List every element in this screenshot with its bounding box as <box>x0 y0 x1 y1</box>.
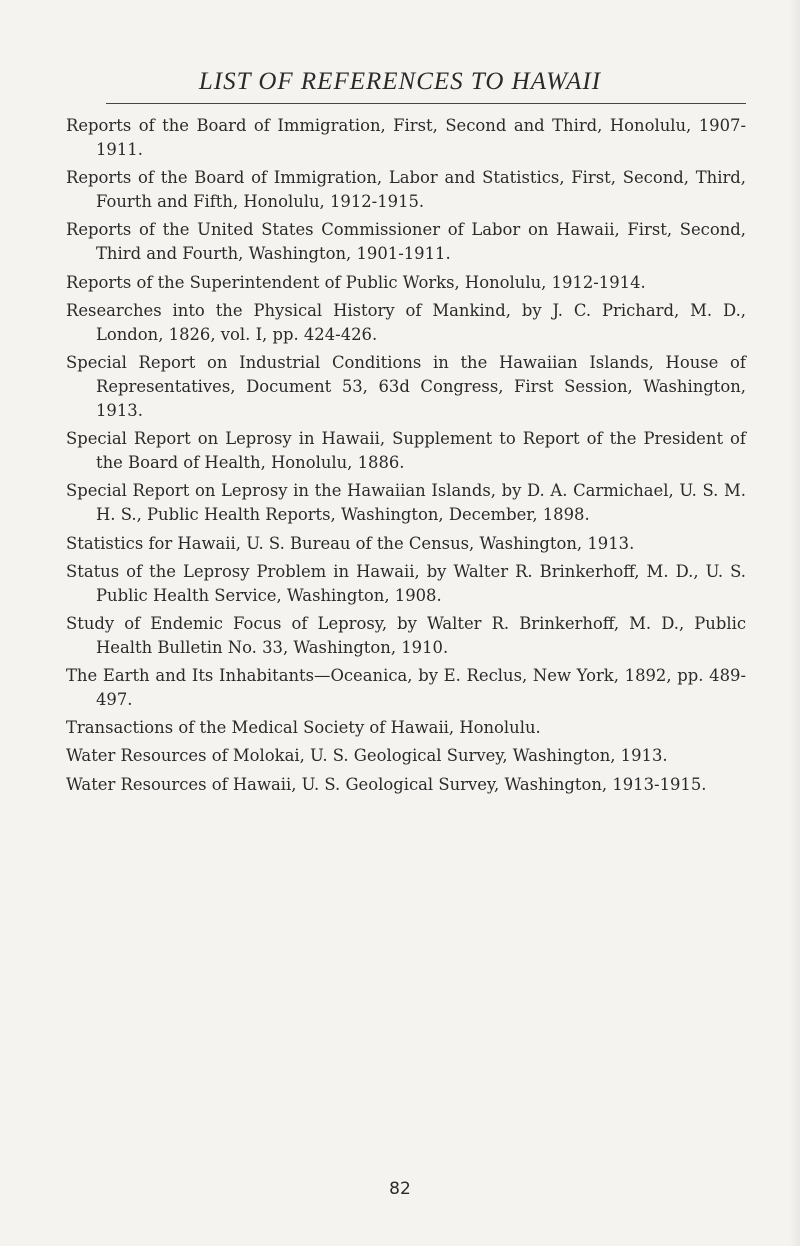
page-edge-shadow <box>790 0 800 1246</box>
reference-entry: Researches into the Physical History of Mankind, by J. C. Prichard, M. D., London, 1826, vol. I, pp. 424-426. <box>66 300 746 344</box>
reference-entry: Status of the Leprosy Problem in Hawaii, by Walter R. Brinkerhoff, M. D., U. S. Public Health Service, Washington, 1908. <box>66 561 746 605</box>
reference-entry: Reports of the Board of Immigration, Labor and Statistics, First, Second, Third, Fourth and Fifth, Honolulu, 1912-1915. <box>66 168 746 212</box>
reference-entry: Special Report on Industrial Conditions in the Hawaiian Islands, House of Representatives, Document 53, 63d Congress, First Session, Washington, 1913. <box>66 352 746 420</box>
reference-entry: Reports of the United States Commissioner of Labor on Hawaii, First, Second, Third and Fourth, Washington, 1901-1911. <box>66 220 746 264</box>
reference-entry: Reports of the Superintendent of Public Works, Honolulu, 1912-1914. <box>66 272 646 292</box>
page-number: 82 <box>389 1179 411 1199</box>
page-title: LIST OF REFERENCES TO HAWAII <box>198 68 602 95</box>
reference-entry: The Earth and Its Inhabitants—Oceanica, by E. Reclus, New York, 1892, pp. 489-497. <box>66 666 746 710</box>
reference-entry: Water Resources of Molokai, U. S. Geological Survey, Washington, 1913. <box>66 746 668 766</box>
reference-entry: Statistics for Hawaii, U. S. Bureau of the Census, Washington, 1913. <box>66 533 635 553</box>
reference-list <box>66 114 746 801</box>
title-rule <box>106 103 746 104</box>
reference-entry: Study of Endemic Focus of Leprosy, by Walter R. Brinkerhoff, M. D., Public Health Bulletin No. 33, Washington, 1910. <box>66 613 746 657</box>
reference-entry: Special Report on Leprosy in the Hawaiian Islands, by D. A. Carmichael, U. S. M. H. S., Public Health Reports, Washington, December, 1898. <box>66 481 746 525</box>
reference-entry: Transactions of the Medical Society of Hawaii, Honolulu. <box>66 718 541 738</box>
reference-entry: Water Resources of Hawaii, U. S. Geological Survey, Washington, 1913-1915. <box>66 774 707 794</box>
reference-entry: Special Report on Leprosy in Hawaii, Supplement to Report of the President of the Board of Health, Honolulu, 1886. <box>66 429 746 473</box>
reference-entry: Reports of the Board of Immigration, First, Second and Third, Honolulu, 1907-1911. <box>66 116 746 159</box>
